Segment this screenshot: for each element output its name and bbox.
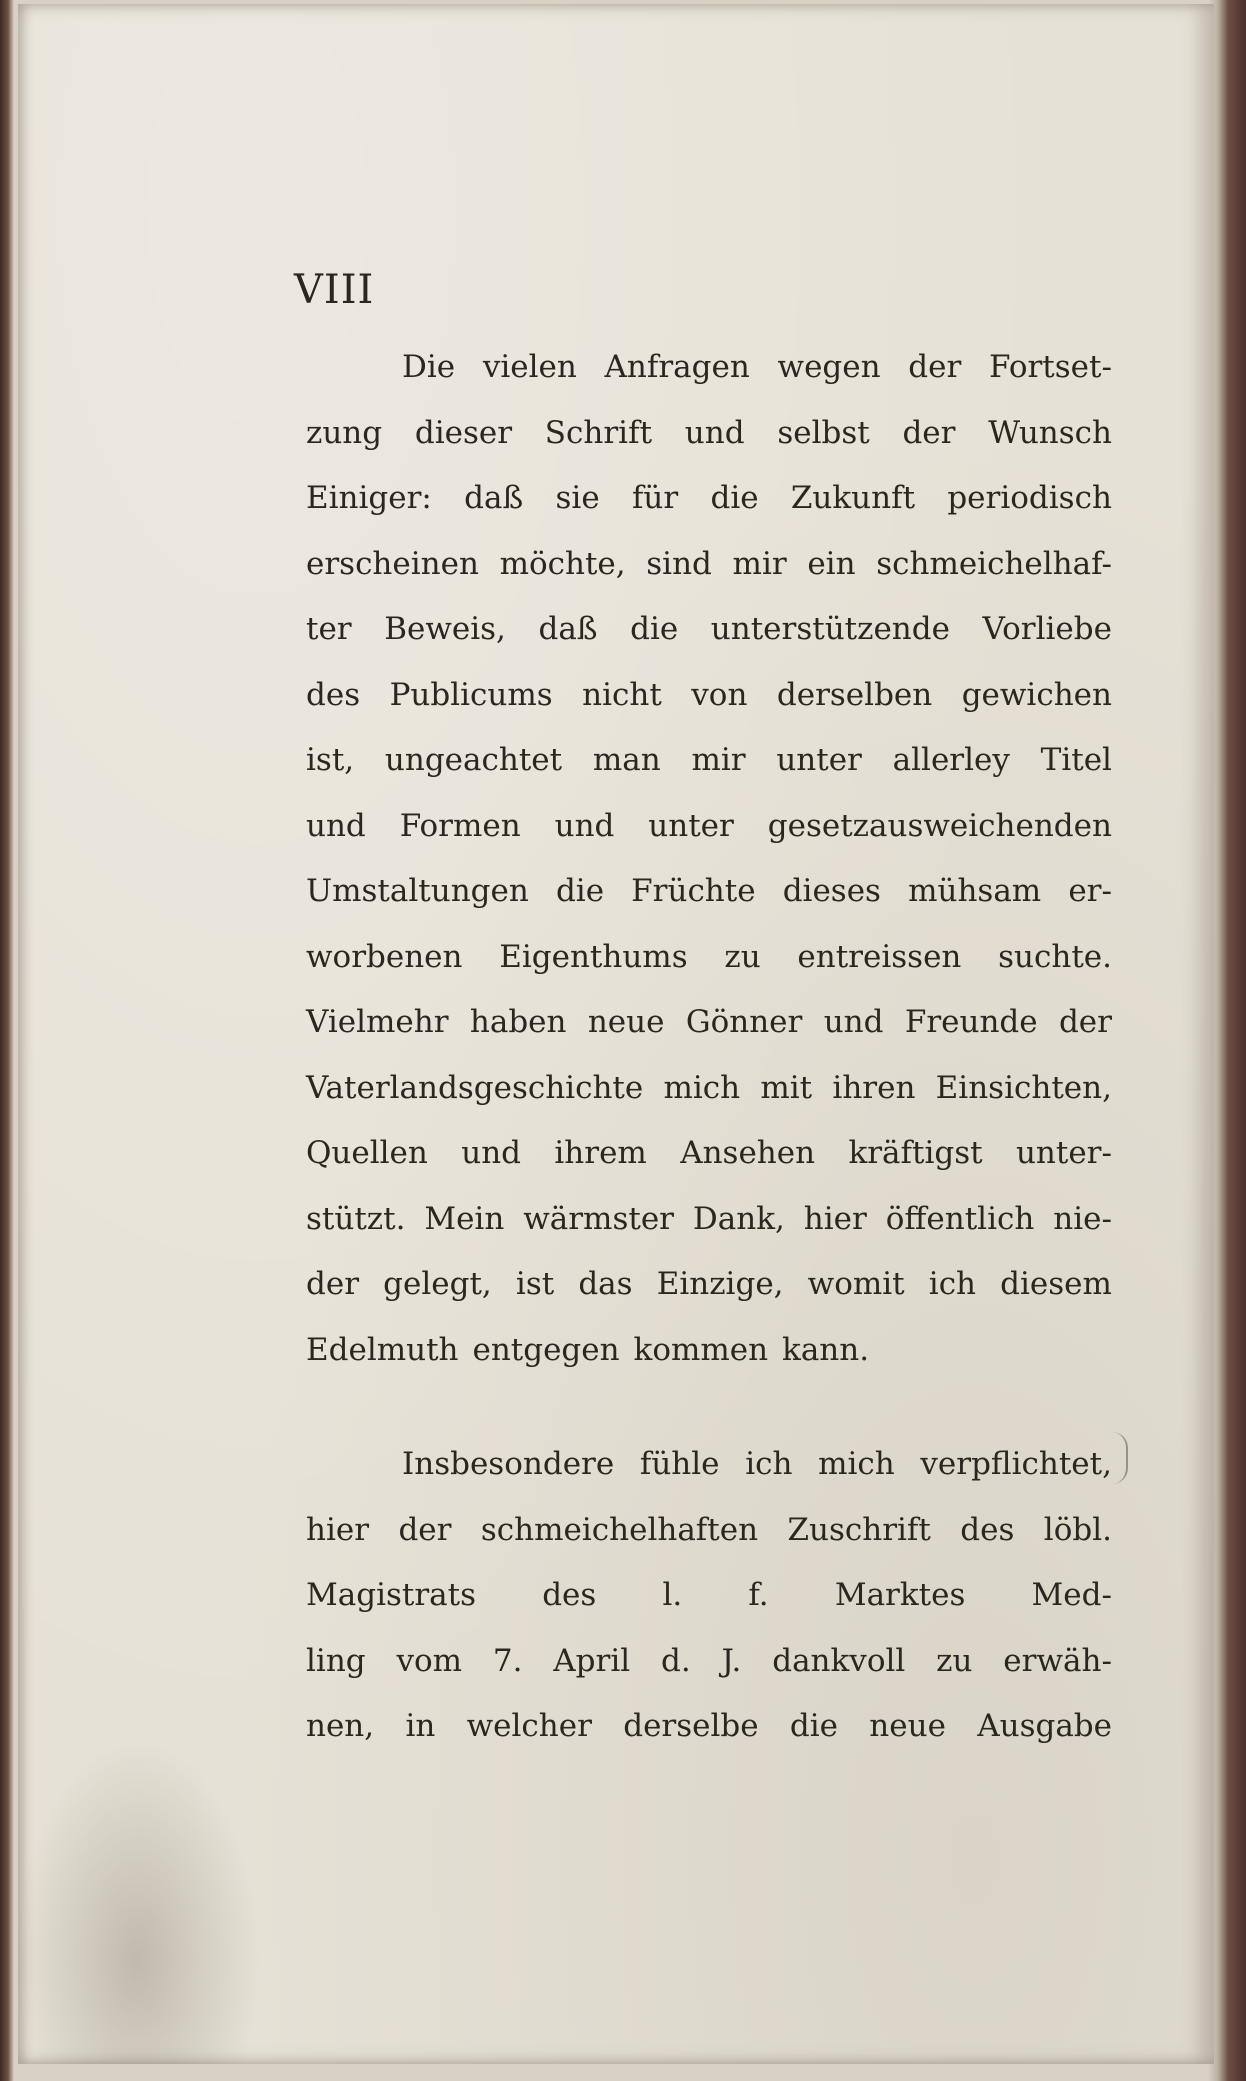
paragraph-2 xyxy=(306,1432,1112,1760)
text-line: stützt. Mein wärmster Dank, hier öffentlich nie- xyxy=(306,1200,1112,1237)
text-line: der gelegt, ist das Einzige, womit ich diesem xyxy=(306,1266,1112,1302)
text-line: Umstaltungen die Früchte dieses mühsam er- xyxy=(306,873,1112,909)
page-number: VIII xyxy=(294,267,375,313)
text-line: Magistrats des l. f. Marktes Med- xyxy=(306,1577,1112,1613)
text-line: nen, in welcher derselbe die neue Ausgabe xyxy=(306,1708,1112,1744)
text-line: erscheinen möchte, sind mir ein schmeichelhaf- xyxy=(306,545,1112,582)
paragraph-1 xyxy=(306,335,1112,1383)
text-line: ling vom 7. April d. J. dankvoll zu erwäh- xyxy=(306,1642,1112,1679)
text-line: ter Beweis, daß die unterstützende Vorliebe xyxy=(306,611,1112,647)
book-page xyxy=(18,4,1214,2064)
text-line: worbenen Eigenthums zu entreissen suchte. xyxy=(306,938,1112,975)
text-line: Edelmuth entgegen kommen kann. xyxy=(306,1331,870,1368)
text-line: hier der schmeichelhaften Zuschrift des löbl. xyxy=(306,1511,1112,1548)
margin-pencil-mark xyxy=(1112,1432,1128,1484)
text-line: Vaterlandsgeschichte mich mit ihren Einsichten, xyxy=(306,1069,1112,1106)
text-line: zung dieser Schrift und selbst der Wunsch xyxy=(306,414,1112,451)
text-line: Die vielen Anfragen wegen der Fortset- xyxy=(402,349,1112,385)
text-line: Einiger: daß sie für die Zukunft periodisch xyxy=(306,480,1112,516)
text-line: Insbesondere fühle ich mich verpflichtet, xyxy=(402,1446,1112,1482)
text-line: Vielmehr haben neue Gönner und Freunde der xyxy=(306,1004,1112,1040)
text-line: Quellen und ihrem Ansehen kräftigst unter- xyxy=(306,1135,1112,1171)
text-line: und Formen und unter gesetzausweichenden xyxy=(306,807,1112,844)
text-line: des Publicums nicht von derselben gewichen xyxy=(306,676,1112,713)
text-line: ist, ungeachtet man mir unter allerley Titel xyxy=(306,742,1112,778)
